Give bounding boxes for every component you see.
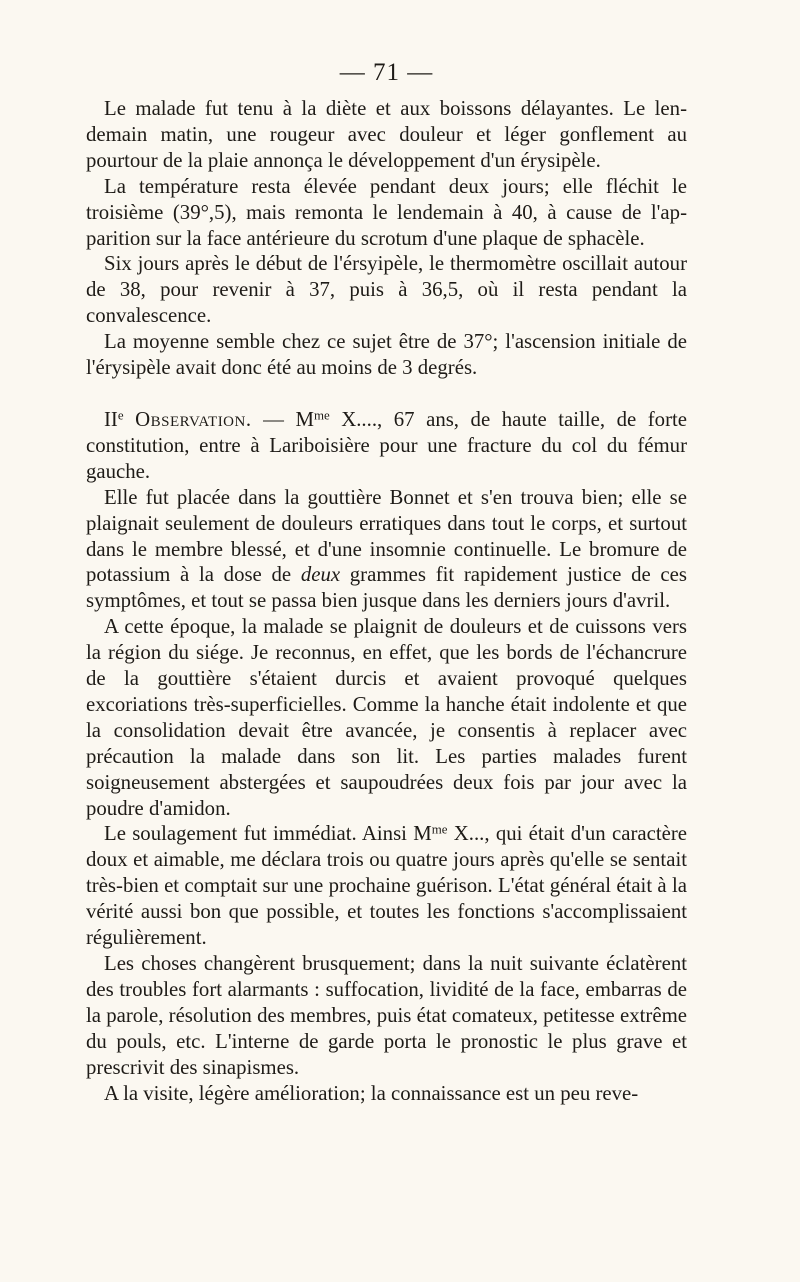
paragraph-text: Le soulagement fut immédiat. Ainsi M bbox=[104, 822, 432, 846]
page-body bbox=[86, 96, 687, 1106]
paragraph: La moyenne semble chez ce sujet être de 37°; l'ascension initiale de l'érysipèle avait donc été au moins de 3 degrés. bbox=[86, 330, 687, 380]
paragraph-text: Elle fut placée dans la gouttière Bonnet et s'en trouva bien; elle se plaignait seulement de douleurs erratiques dans tout le corps, et surtout dans le membre blessé, et d'une insomnie continuelle. Le bromure de potassium à la dose de bbox=[86, 485, 687, 587]
paragraph-text: X..., qui était d'un caractère doux et aimable, me déclara trois ou quatre jours après qu'elle se sentait très-bien et comptait sur une prochaine guérison. L'état général était à la vérité aussi bon que possible, et toutes les fonctions s'accomplissaient régulièrement. bbox=[86, 822, 687, 950]
paragraph: A cette époque, la malade se plaignit de douleurs et de cuissons vers la région du siége. Je reconnus, en effet, que les bords de l'échancrure de la gouttière s'étaient durcis et avaient provoqué quelques excoriations très-superficielles. Comme la hanche était indolente et que la consolidation devait être avancée, je consentis à replacer avec précaution la malade dans son lit. Les parties malades furent soigneusement abstergées et saupoudrées deux fois par jour avec la poudre d'amidon. bbox=[86, 615, 687, 820]
patient-title: M bbox=[295, 407, 314, 431]
paragraph: Les choses changèrent brusquement; dans la nuit suivante éclatèrent des troubles fort alarmants : suffocation, lividité de la face, embarras de la parole, résolution des membres, puis état comateux, petitesse extrême du pouls, etc. L'interne de garde porta le pronostic le plus grave et prescrivit des sinapismes. bbox=[86, 952, 687, 1079]
paragraph: La température resta élevée pendant deux jours; elle fléchit le troisième (39°,5), mais remonta le lendemain à 40, à cause de l'apparition sur la face antérieure du scrotum d'une plaque de sphacèle. bbox=[86, 174, 687, 250]
patient-title-suffix: me bbox=[313, 408, 330, 423]
page-number: — 71 — bbox=[339, 59, 434, 86]
observation-heading-paragraph bbox=[86, 407, 687, 485]
emphasis-text: deux bbox=[300, 563, 341, 587]
paragraph-text: grammes fit rapidement justice de ces symptômes, et tout se passa bien jusque dans les derniers jours d'avril. bbox=[86, 563, 687, 613]
observation-dash: — bbox=[251, 407, 296, 431]
observation-number-suffix: e bbox=[117, 408, 124, 423]
paragraph: A la visite, légère amélioration; la connaissance est un peu reve- bbox=[104, 1081, 639, 1105]
observation-number: II bbox=[104, 407, 118, 431]
paragraph: Six jours après le début de l'érsyipèle, le thermomètre oscillait autour de 38, pour revenir à 37, puis à 36,5, où il resta pendant la convalescence. bbox=[86, 252, 687, 328]
observation-intro: X...., 67 ans, de haute taille, de forte constitution, entre à Lariboisière pour une fracture du col du fémur gauche. bbox=[86, 407, 688, 483]
paragraph: Le malade fut tenu à la diète et aux boissons délayantes. Le lendemain matin, une rougeur avec douleur et léger gonflement au pourtour de la plaie annonça le développement d'un érysipèle. bbox=[86, 97, 687, 172]
observation-label: Observation. bbox=[135, 407, 252, 431]
title-suffix: me bbox=[431, 823, 448, 838]
paragraph bbox=[86, 485, 687, 615]
paragraph bbox=[86, 821, 687, 951]
